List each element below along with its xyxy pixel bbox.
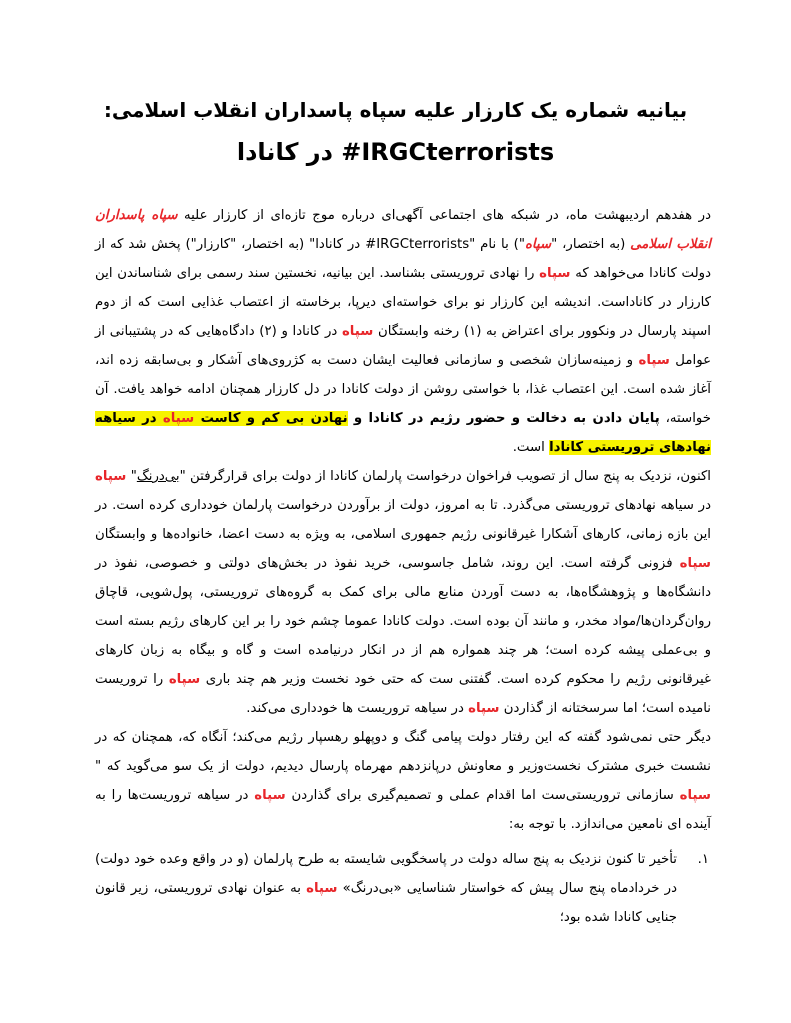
p3-irgc: سپاه — [679, 788, 711, 803]
p1-irgc-fullname: سپاه پاسداران انقلاب اسلامی — [95, 208, 711, 252]
list-item-text: تأخیر تا کنون نزدیک به پنج ساله دولت در پاسخگویی شایسته به طرح پارلمان (و در واقع وعده خود دولت) در خردادماه پنج سال پیش که خواستار شناسایی «بی‌درنگ» — [95, 852, 677, 896]
p1-irgc: سپاه — [539, 266, 571, 281]
p1-text: در هفدهم اردیبهشت ماه، در شبکه های اجتماعی آگهی‌ای درباره موج تازه‌ای از کارزار علیه — [177, 208, 711, 223]
p1-text: و — [347, 411, 369, 426]
title-line-2: IRGCterrorists# در کانادا — [236, 138, 555, 166]
paragraph-3 — [95, 723, 711, 839]
p2-irgc: سپاه — [468, 701, 500, 716]
p2-irgc: سپاه — [168, 672, 201, 687]
p1-irgc-short: سپاه — [524, 237, 552, 252]
p1-text: است. — [512, 440, 550, 455]
p3-text: در سیاهه تروریست‌ها را به آینده ای نامعین می‌اندازد. با توجه به: — [95, 788, 711, 832]
title-line-1: بیانیه شماره یک کارزار علیه سپاه پاسداران انقلاب اسلامی: — [103, 98, 688, 122]
p2-text: را تروریست نامیده است؛ اما سرسختانه از گذاردن — [95, 672, 711, 716]
p2-text: در سیاهه نهادهای تروریستی می‌گذرد. تا به امروز، دولت از برآوردن درخواست پارلمان خودداری کرده است. در این بازه زمانی، کارهای آشکارا غیرقانونی رژیم جمهوری اسلامی، به ویژه به دست اعضا، خانواده‌ها و وابستگان — [95, 498, 711, 542]
p3-text: دیگر حتی نمی‌شود گفته که این رفتار دولت پیامی گنگ و دوپهلو رهسپار رژیم می‌کند؛ آنگاه که، همچنان که در نشست خبری مشترک نخست‌وزیر و معاونش درپانزدهم مهرماه پارسال دیدیم، دولت از یک سو می‌گوید که " — [95, 730, 711, 774]
list-item-text: به عنوان نهادی تروریستی، زیر قانون جنایی کانادا شده بود؛ — [95, 881, 677, 925]
p2-text: " — [126, 469, 137, 484]
p2-irgc: سپاه — [679, 556, 711, 571]
p3-text: سازمانی تروریستی‌ست اما اقدام عملی و تصمیم‌گیری برای گذاردن — [285, 788, 680, 803]
paragraph-2 — [95, 462, 711, 723]
p2-underlined: بی‌درنگ — [136, 469, 180, 484]
p1-text: را نهادی تروریستی بشناسد. این بیانیه، نخستین سند رسمی برای شناساندن این کارزار در کاناداست. اندیشه این کارزار نو برای خواسته‌ای دیرپا، برخاسته از اعتصاب غذایی است که از دوم اسپند پارسال در ونکوور برای اعتراض به (۱) رخنه وابستگان — [95, 266, 711, 339]
p2-irgc: سپاه — [95, 469, 127, 484]
paragraph-1 — [95, 201, 711, 462]
p1-text: در کانادا و (۲) دادگاه‌هایی که در پشتیبانی از عوامل — [95, 324, 712, 368]
p1-text: (به اختصار، " — [551, 237, 631, 252]
numbered-list — [95, 845, 711, 932]
p1-irgc: سپاه — [638, 353, 670, 368]
p1-highlight-irgc: سپاه — [162, 411, 195, 426]
p1-text: ") با نام "IRGCterrorists# در کانادا" (به اختصار، "کارزار") پخش شد که از دولت کانادا می‌خواهد که — [95, 237, 712, 281]
p2-text: فزونی گرفته است. این روند، شامل جاسوسی، خرید نفوذ در بخش‌های دولتی و خصوصی، نفوذ در دانشگاه‌ها و پژوهشگاه‌ها، به دست آوردن منابع مالی برای کمک به گروه‌های تروریستی، پول‌شویی، قاچاق روان‌گردان‌ها/مواد مخدر، و مانند آن بوده است. دولت کانادا عموما چشم خود را بر این کارهای رژیم بسته است و بی‌عملی پیشه کرده است؛ هر چند همواره هم از در انکار درنیامده است و گاه و بیگاه به زبان کارهای غیرقانونی رژیم را محکوم کرده است. گفتنی ست که حتی خود نخست وزیر هم چند باری — [95, 556, 711, 687]
p1-demand-1: پایان دادن به دخالت و حضور رژیم در کانادا — [368, 411, 660, 426]
p1-text: و زمینه‌سازان شخصی و سازمانی فعالیت ایشان دست به کژروی‌های آشکار و بی‌سابقه زده اند، آغاز شده است. این اعتصاب غذا، با خواستی روشن از دولت کانادا در دل کارزار همچنان ادامه خواهد یافت. آن خواسته، — [95, 353, 711, 426]
p1-irgc: سپاه — [341, 324, 374, 339]
p1-highlight: نهادن بی کم و کاست — [194, 411, 348, 426]
list-item-number: ۱. — [697, 852, 709, 867]
p2-text: در سیاهه تروریست ها خودداری می‌کند. — [246, 701, 469, 716]
p1-highlight: در سیاهه نهادهای تروریستی کانادا — [95, 411, 711, 455]
list-item-irgc: سپاه — [306, 881, 338, 896]
p2-text: اکنون، نزدیک به پنج سال از تصویب فراخوان درخواست پارلمان کانادا از دولت برای قرارگرفتن " — [179, 469, 712, 484]
p3-irgc: سپاه — [254, 788, 286, 803]
document-body — [95, 201, 711, 932]
list-item — [95, 845, 711, 932]
